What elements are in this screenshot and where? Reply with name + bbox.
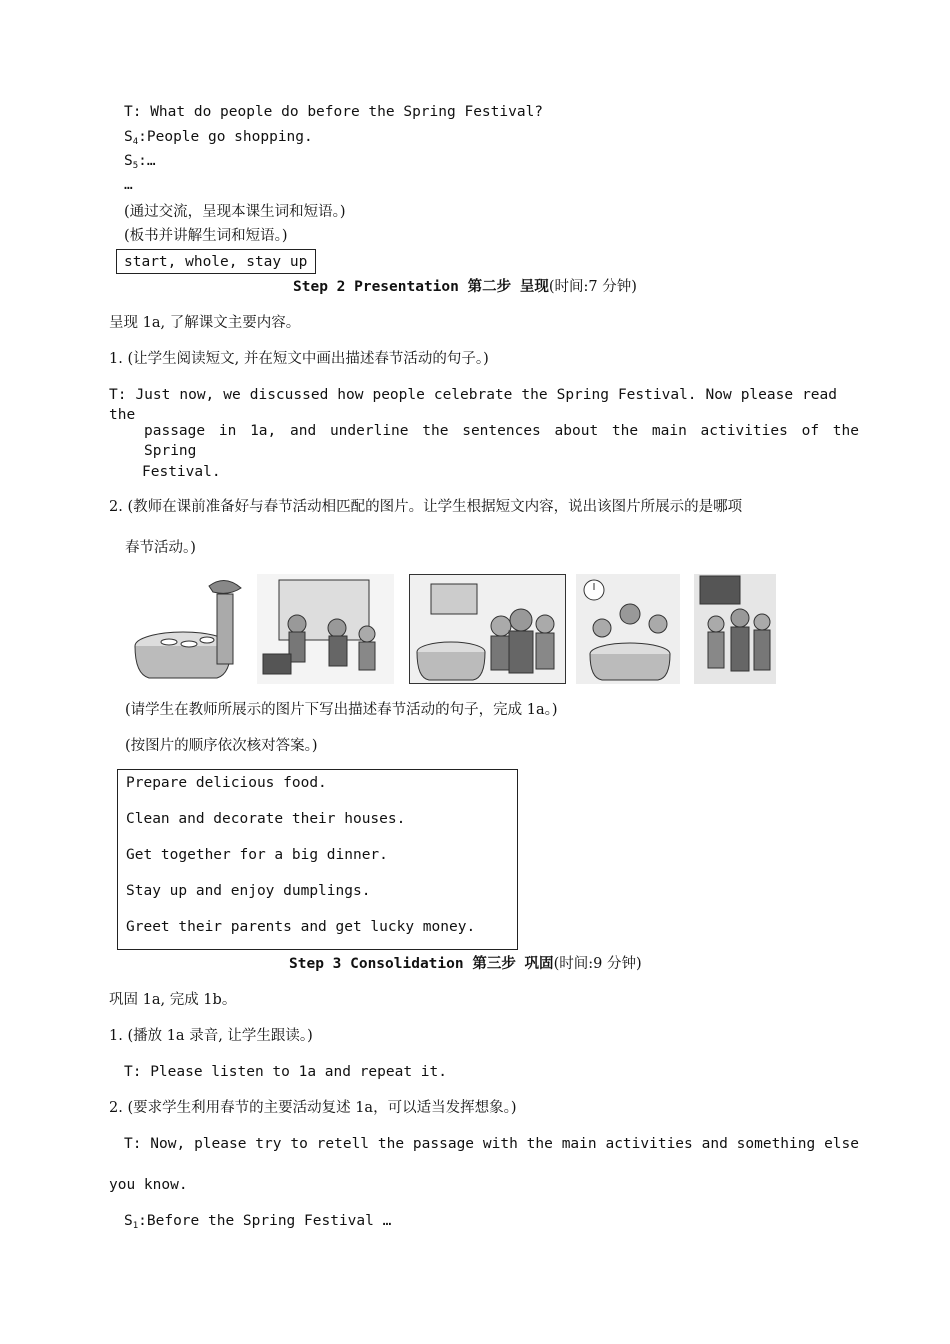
- teacher-instruction: T: Now, please try to retell the passage with the main activities and something else: [124, 1136, 859, 1152]
- step2-item2: 春节活动。): [125, 540, 196, 556]
- speech: :Before the Spring Festival …: [138, 1213, 392, 1229]
- answer-line: Prepare delicious food.: [126, 775, 327, 791]
- step2-intro: 呈现 1a, 了解课文主要内容。: [109, 315, 301, 331]
- teacher-instruction: you know.: [109, 1177, 188, 1193]
- speech: :People go shopping.: [138, 129, 313, 145]
- step2-item1: 1. (让学生阅读短文, 并在短文中画出描述春节活动的句子。): [109, 351, 489, 367]
- speaker-number: 5: [132, 161, 139, 171]
- step2-item2: 2. (教师在课前准备好与春节活动相匹配的图片。让学生根据短文内容，说出该图片所展示的是哪项: [109, 499, 743, 515]
- step2-title: Step 2 Presentation 第二步 呈现: [293, 279, 549, 295]
- picture-family-dinner: [409, 574, 566, 684]
- speaker: S: [124, 1213, 133, 1229]
- teacher-instruction: passage in 1a, and underline the sentences about the main activities of the Spring: [144, 423, 859, 459]
- speaker-number: 1: [132, 1221, 139, 1231]
- dialogue-line: [124, 151, 156, 176]
- teacher-instruction: T: Just now, we discussed how people celebrate the Spring Festival. Now please read the: [109, 387, 837, 423]
- teacher-instruction: T: Please listen to 1a and repeat it.: [124, 1064, 448, 1080]
- step3-title: Step 3 Consolidation 第三步 巩固: [289, 956, 554, 972]
- step3-item1: 1. (播放 1a 录音, 让学生跟读。): [109, 1028, 313, 1044]
- step3-intro: 巩固 1a, 完成 1b。: [109, 992, 237, 1008]
- vocabulary-list: start, whole, stay up: [124, 254, 308, 270]
- picture-greet-parents: [694, 574, 776, 684]
- student-response: [124, 1211, 391, 1236]
- step3-item2: 2. (要求学生利用春节的主要活动复述 1a，可以适当发挥想象。): [109, 1100, 517, 1116]
- picture-prepare-food: [129, 574, 246, 684]
- speaker-number: 4: [132, 137, 139, 147]
- teaching-note: (板书并讲解生词和短语。): [124, 228, 288, 244]
- answer-line: Stay up and enjoy dumplings.: [126, 883, 371, 899]
- picture-clean-decorate: [257, 574, 394, 684]
- step3-heading: [289, 954, 642, 974]
- ellipsis-line: …: [124, 177, 133, 193]
- step3-time: (时间:9 分钟): [553, 956, 642, 972]
- teaching-note: (通过交流，呈现本课生词和短语。): [124, 204, 346, 220]
- dialogue-line: T: What do people do before the Spring Festival?: [124, 104, 544, 120]
- teacher-instruction: Festival.: [142, 464, 221, 480]
- answer-line: Greet their parents and get lucky money.: [126, 919, 476, 935]
- step2-heading: [293, 277, 637, 297]
- answer-line: Get together for a big dinner.: [126, 847, 388, 863]
- speaker: S: [124, 153, 133, 169]
- teaching-note: (请学生在教师所展示的图片下写出描述春节活动的句子，完成 1a。): [125, 702, 558, 718]
- answer-line: Clean and decorate their houses.: [126, 811, 406, 827]
- speech: :…: [138, 153, 156, 169]
- speaker: S: [124, 129, 133, 145]
- step2-time: (时间:7 分钟): [548, 279, 637, 295]
- teaching-note: (按图片的顺序依次核对答案。): [125, 738, 318, 754]
- dialogue-line: [124, 127, 313, 152]
- picture-stay-up-dumplings: [576, 574, 680, 684]
